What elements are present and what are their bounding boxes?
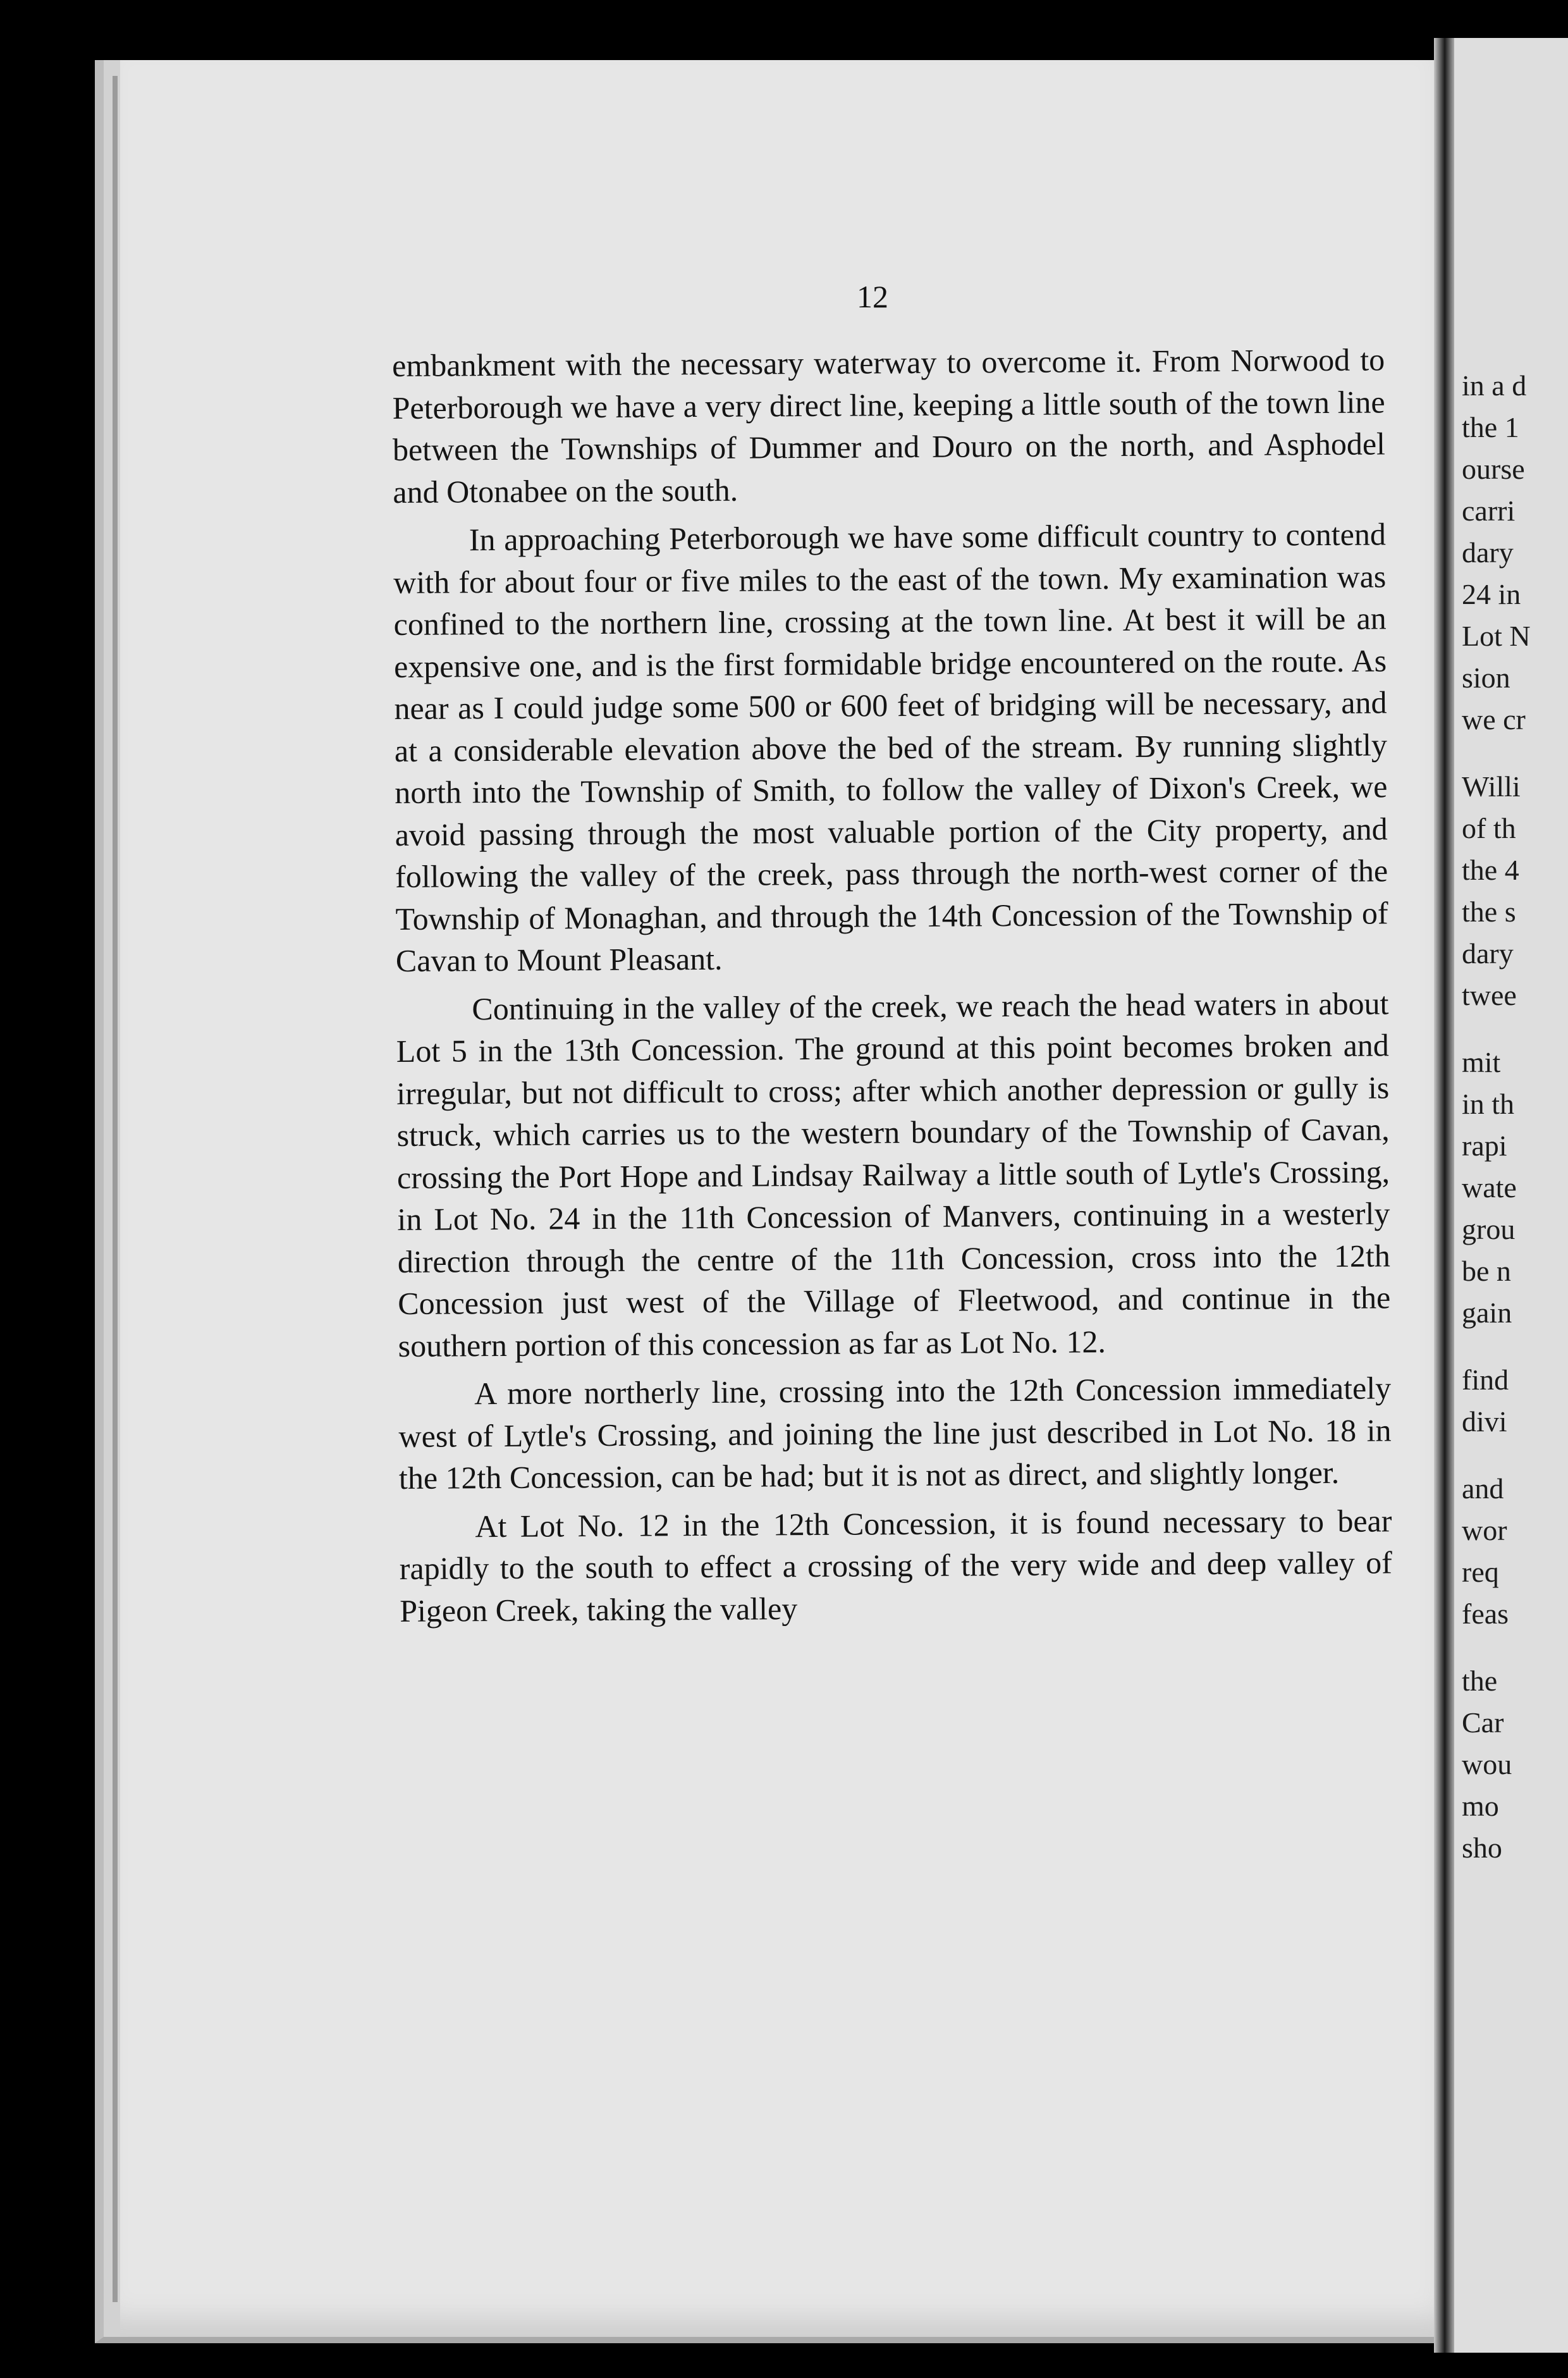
body-text (392, 338, 1392, 1632)
facing-page-fragment: dary (1462, 937, 1514, 970)
facing-page-fragment: in th (1462, 1088, 1515, 1120)
facing-page-fragment: grou (1462, 1213, 1516, 1245)
facing-page-fragment: the 4 (1462, 854, 1519, 886)
facing-page-fragment: carri (1462, 495, 1516, 527)
facing-page-fragment: wou (1462, 1748, 1512, 1780)
facing-page-fragment: in a d (1462, 369, 1527, 402)
facing-page-fragment: we cr (1462, 703, 1526, 736)
paragraph: embankment with the necessary waterway to overcome it. From Norwood to Peterborough we have a very direct line, keeping a little south of the town line between the Townships of Dummer and Douro on the north, and Asphodel and Otonabee on the south. (392, 342, 1386, 510)
facing-page-fragment: be n (1462, 1255, 1511, 1287)
book-gutter (1434, 38, 1455, 2353)
facing-page-fragment: divi (1462, 1405, 1507, 1438)
paragraph: In approaching Peterborough we have some difficult country to contend with for about four or five miles to the east of the town. My examination was confined to the northern line, crossing at the town line. At best it will be an expensive one, and is the first formidable bridge encountered on the route. As near as I could judge some 500 or 600 feet of bridging will be necessary, and at a considerable elevation above the bed of the stream. By running slightly north into the Township of Smith, to follow the valley of Dixon's Creek, we avoid passing through the most valuable portion of the City property, and following the valley of the creek, pass through the north-west corner of the Township of Monaghan, and through the 14th Concession of the Township of Cavan to Mount Pleasant. (393, 516, 1388, 978)
facing-page-fragment: Willi (1462, 770, 1521, 803)
facing-page-fragment: 24 in (1462, 578, 1521, 610)
facing-page-fragment: Lot N (1462, 620, 1531, 652)
facing-page-fragment: dary (1462, 536, 1514, 569)
facing-page-fragment: mo (1462, 1790, 1499, 1822)
facing-page-fragment: req (1462, 1556, 1499, 1588)
facing-page-fragment: gain (1462, 1297, 1512, 1329)
facing-page-fragment: the s (1462, 896, 1516, 928)
page-edge (113, 76, 118, 2302)
paragraph: Continuing in the valley of the creek, we reach the head waters in about Lot 5 in the 13th Concession. The ground at this point becomes broken and irregular, but not difficult to cross; after which another depression or gully is struck, which carries us to the western boundary of the Township of Cavan, crossing the Port Hope and Lindsay Railway a little south of Lytle's Crossing, in Lot No. 24 in the 11th Concession of Manvers, continuing in a westerly direction through the centre of the 11th Concession, cross into the 12th Concession just west of the Village of Fleetwood, and continue in the southern portion of this concession as far as Lot No. 12. (396, 985, 1391, 1364)
paragraph: At Lot No. 12 in the 12th Concession, it is found necessary to bear rapidly to the south to effect a crossing of the very wide and deep valley of Pigeon Creek, taking the valley (399, 1502, 1392, 1629)
facing-page-fragment: ourse (1462, 453, 1525, 485)
facing-page-fragment: and (1462, 1472, 1504, 1505)
facing-page-fragment: wor (1462, 1514, 1507, 1546)
facing-page-fragment: wate (1462, 1171, 1517, 1204)
facing-page-fragment: mit (1462, 1046, 1501, 1078)
facing-page-fragment: the (1462, 1665, 1498, 1697)
paragraph: A more northerly line, crossing into the 12th Concession immediately west of Lytle's Crossing, and joining the line just described in Lot No. 18 in the 12th Concession, can be had; but it is not as direct, and slightly longer. (398, 1370, 1392, 1496)
facing-page-fragment: of th (1462, 812, 1516, 844)
facing-page-fragment: sion (1462, 662, 1510, 694)
facing-page-fragment: sho (1462, 1832, 1502, 1864)
facing-page-strip (1454, 38, 1568, 2353)
facing-page-fragment: feas (1462, 1598, 1509, 1630)
facing-page-fragment: Car (1462, 1706, 1504, 1739)
facing-page-fragment: rapi (1462, 1130, 1507, 1162)
page-number: 12 (857, 279, 888, 314)
facing-page-fragment: the 1 (1462, 411, 1519, 443)
facing-page-fragment: twee (1462, 979, 1517, 1011)
facing-page-fragment: find (1462, 1364, 1509, 1396)
